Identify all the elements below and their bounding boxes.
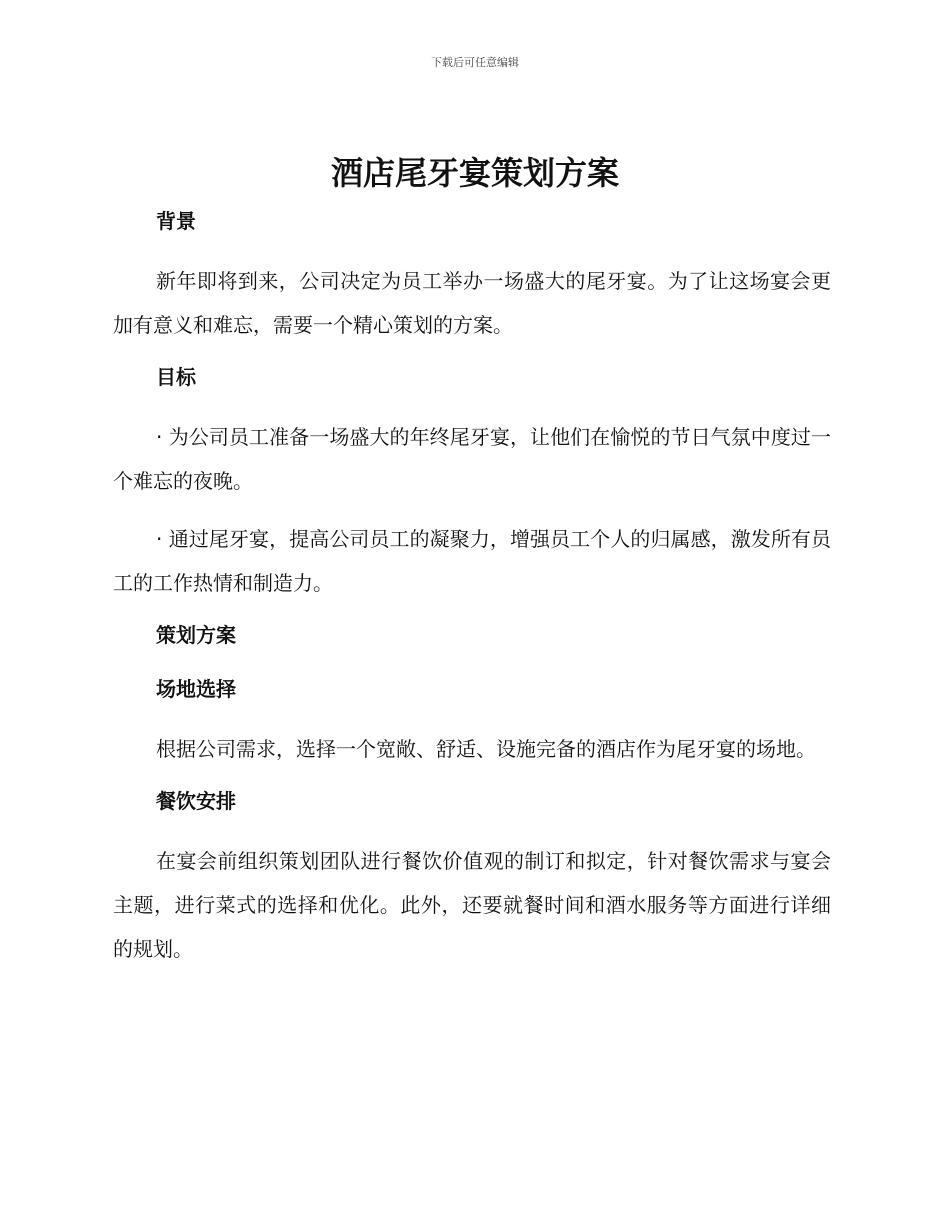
section-heading-plan: 策划方案: [156, 623, 236, 647]
goal-item-1: · 为公司员工准备一场盛大的年终尾牙宴，让他们在愉悦的节日气氛中度过一个难忘的夜晚。: [113, 425, 831, 493]
section-heading-background: 背景: [156, 209, 196, 233]
header-note: 下载后可任意编辑: [431, 56, 519, 69]
background-paragraph: 新年即将到来，公司决定为员工举办一场盛大的尾牙宴。为了让这场宴会更加有意义和难忘，需要一个精心策划的方案。: [113, 269, 831, 337]
section-heading-goals: 目标: [156, 365, 196, 389]
document-title: 酒店尾牙宴策划方案: [330, 154, 619, 192]
catering-paragraph: 在宴会前组织策划团队进行餐饮价值观的制订和拟定，针对餐饮需求与宴会主题，进行菜式的选择和优化。此外，还要就餐时间和酒水服务等方面进行详细的规划。: [113, 849, 831, 961]
goal-item-2: · 通过尾牙宴，提高公司员工的凝聚力，增强员工个人的归属感，激发所有员工的工作热情和制造力。: [113, 527, 831, 595]
section-heading-venue: 场地选择: [156, 677, 236, 701]
document-body: [113, 205, 831, 985]
section-heading-catering: 餐饮安排: [156, 789, 236, 813]
venue-paragraph: 根据公司需求，选择一个宽敞、舒适、设施完备的酒店作为尾牙宴的场地。: [156, 737, 816, 761]
